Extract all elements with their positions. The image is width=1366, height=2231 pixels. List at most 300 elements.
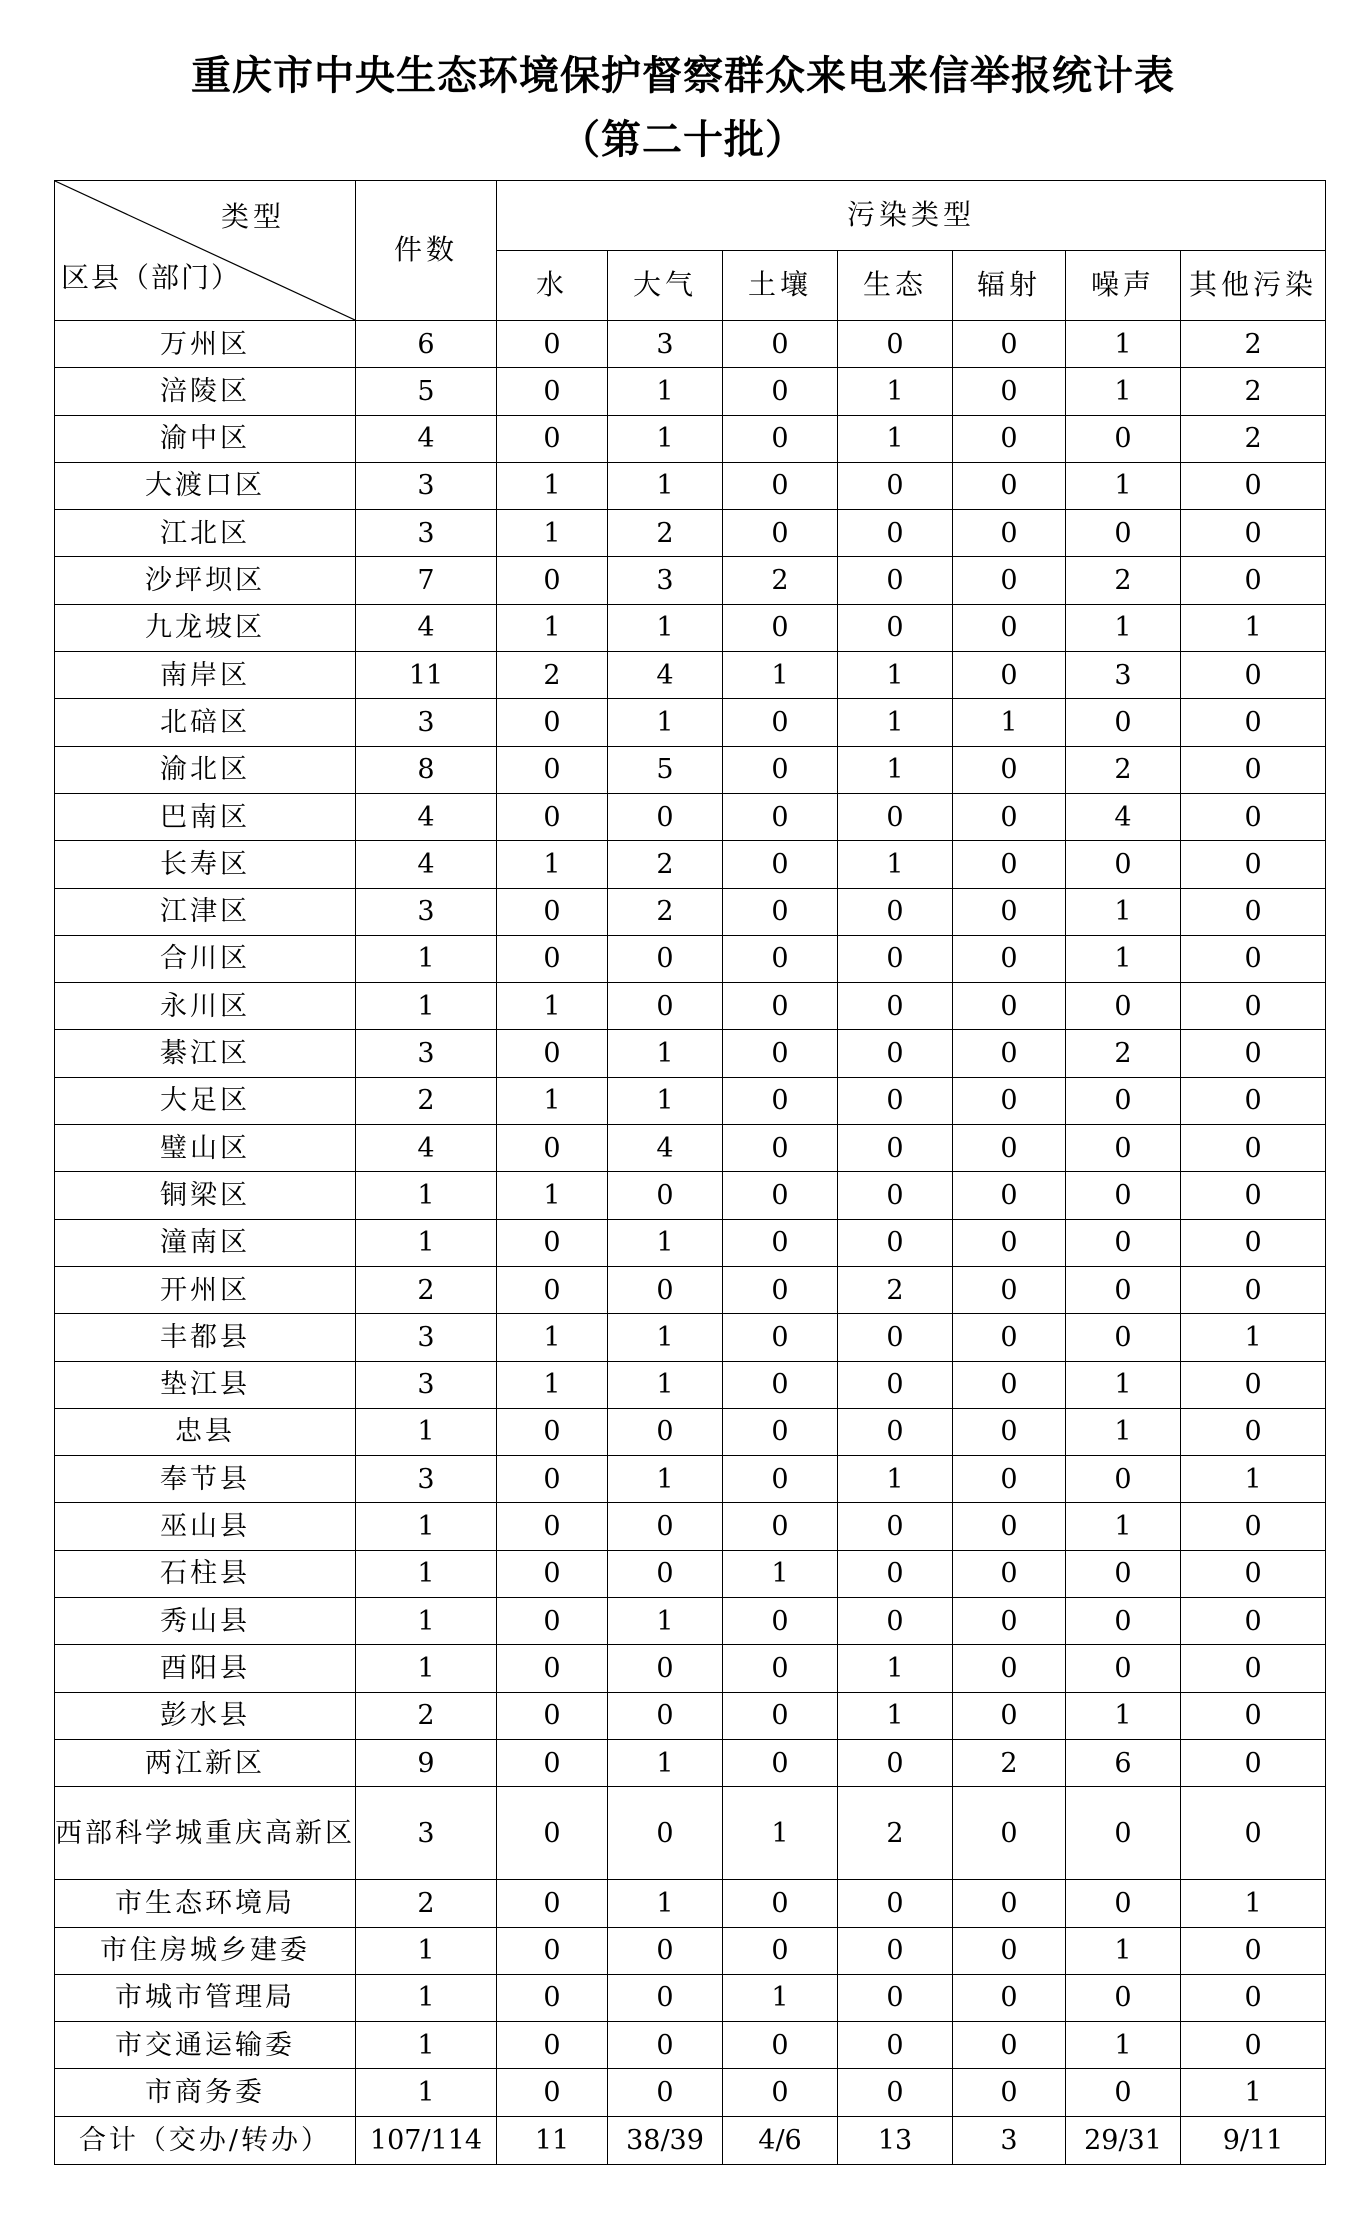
radiation-cell: 0 (953, 368, 1066, 415)
radiation-cell: 0 (953, 415, 1066, 462)
air-cell: 0 (608, 1645, 723, 1692)
noise-cell: 0 (1066, 1266, 1181, 1313)
water-cell: 0 (497, 1739, 608, 1786)
count-cell: 4 (356, 415, 497, 462)
other-pollution-cell: 0 (1181, 1266, 1326, 1313)
air-cell: 38/39 (608, 2116, 723, 2164)
other-pollution-cell: 2 (1181, 415, 1326, 462)
water-cell: 0 (497, 888, 608, 935)
other-pollution-cell: 0 (1181, 1125, 1326, 1172)
count-cell: 3 (356, 462, 497, 509)
radiation-cell: 0 (953, 746, 1066, 793)
noise-cell: 1 (1066, 935, 1181, 982)
ecology-cell: 0 (838, 1739, 953, 1786)
table-row (55, 2022, 1326, 2069)
ecology-cell: 0 (838, 1880, 953, 1927)
table-row (55, 1456, 1326, 1503)
radiation-cell: 0 (953, 1503, 1066, 1550)
count-cell: 6 (356, 321, 497, 368)
district-name-cell: 大渡口区 (55, 462, 356, 509)
noise-cell: 1 (1066, 1361, 1181, 1408)
other-pollution-cell: 1 (1181, 1314, 1326, 1361)
table-row (55, 699, 1326, 746)
noise-cell: 1 (1066, 1927, 1181, 1974)
water-cell: 1 (497, 1077, 608, 1124)
water-cell: 0 (497, 2022, 608, 2069)
radiation-cell: 0 (953, 652, 1066, 699)
district-name-cell: 綦江区 (55, 1030, 356, 1077)
count-cell: 1 (356, 1408, 497, 1455)
district-name-cell: 九龙坡区 (55, 604, 356, 651)
noise-cell: 0 (1066, 1219, 1181, 1266)
district-name-cell: 大足区 (55, 1077, 356, 1124)
air-cell: 2 (608, 841, 723, 888)
page-subtitle: （第二十批） (560, 116, 806, 163)
air-cell: 0 (608, 1692, 723, 1739)
header-row-top (55, 181, 1326, 251)
air-cell: 1 (608, 699, 723, 746)
count-cell: 4 (356, 1125, 497, 1172)
soil-cell: 0 (723, 1314, 838, 1361)
radiation-cell: 0 (953, 604, 1066, 651)
ecology-cell: 0 (838, 1172, 953, 1219)
ecology-cell: 0 (838, 1361, 953, 1408)
water-cell: 0 (497, 793, 608, 840)
radiation-cell: 0 (953, 1974, 1066, 2021)
air-cell: 1 (608, 1880, 723, 1927)
count-cell: 9 (356, 1739, 497, 1786)
district-name-cell: 沙坪坝区 (55, 557, 356, 604)
other-pollution-cell: 0 (1181, 746, 1326, 793)
radiation-cell: 3 (953, 2116, 1066, 2164)
table-row (55, 652, 1326, 699)
water-cell: 0 (497, 1550, 608, 1597)
water-cell: 1 (497, 510, 608, 557)
noise-cell: 1 (1066, 2022, 1181, 2069)
water-cell: 0 (497, 1645, 608, 1692)
district-name-cell: 渝北区 (55, 746, 356, 793)
noise-cell: 0 (1066, 415, 1181, 462)
radiation-cell: 0 (953, 841, 1066, 888)
district-name-cell: 潼南区 (55, 1219, 356, 1266)
diagonal-line (55, 181, 355, 320)
noise-cell: 1 (1066, 368, 1181, 415)
soil-cell: 0 (723, 1172, 838, 1219)
count-cell: 8 (356, 746, 497, 793)
district-name-cell: 涪陵区 (55, 368, 356, 415)
table-row (55, 604, 1326, 651)
ecology-cell: 13 (838, 2116, 953, 2164)
soil-cell: 0 (723, 1456, 838, 1503)
water-cell: 1 (497, 1361, 608, 1408)
count-cell: 4 (356, 604, 497, 651)
air-cell: 1 (608, 1361, 723, 1408)
soil-cell: 0 (723, 983, 838, 1030)
soil-cell: 0 (723, 1266, 838, 1313)
table-row (55, 1219, 1326, 1266)
ecology-cell: 0 (838, 1030, 953, 1077)
count-cell: 4 (356, 793, 497, 840)
soil-cell: 0 (723, 1125, 838, 1172)
other-pollution-cell: 0 (1181, 983, 1326, 1030)
table-row (55, 1125, 1326, 1172)
count-cell: 3 (356, 699, 497, 746)
radiation-cell: 1 (953, 699, 1066, 746)
total-label-cell: 合计（交办/转办） (55, 2116, 356, 2164)
noise-cell: 0 (1066, 1974, 1181, 2021)
noise-cell: 0 (1066, 699, 1181, 746)
radiation-cell: 0 (953, 888, 1066, 935)
district-name-cell: 江北区 (55, 510, 356, 557)
count-cell: 3 (356, 1456, 497, 1503)
water-cell: 0 (497, 1219, 608, 1266)
radiation-cell: 0 (953, 1692, 1066, 1739)
radiation-cell: 0 (953, 793, 1066, 840)
noise-cell: 1 (1066, 321, 1181, 368)
district-name-cell: 酉阳县 (55, 1645, 356, 1692)
district-name-cell: 市生态环境局 (55, 1880, 356, 1927)
count-cell: 1 (356, 1974, 497, 2021)
soil-cell: 1 (723, 652, 838, 699)
count-cell: 1 (356, 983, 497, 1030)
noise-cell: 0 (1066, 1645, 1181, 1692)
district-name-cell: 奉节县 (55, 1456, 356, 1503)
other-pollution-cell: 0 (1181, 510, 1326, 557)
air-cell: 1 (608, 1030, 723, 1077)
radiation-cell: 2 (953, 1739, 1066, 1786)
ecology-cell: 0 (838, 793, 953, 840)
radiation-cell: 0 (953, 1787, 1066, 1880)
count-cell: 2 (356, 1266, 497, 1313)
noise-cell: 1 (1066, 1692, 1181, 1739)
count-cell: 1 (356, 2069, 497, 2116)
count-cell: 3 (356, 888, 497, 935)
soil-cell: 1 (723, 1550, 838, 1597)
noise-cell: 6 (1066, 1739, 1181, 1786)
soil-cell: 0 (723, 1408, 838, 1455)
water-cell: 0 (497, 935, 608, 982)
count-cell: 1 (356, 2022, 497, 2069)
radiation-cell: 0 (953, 1927, 1066, 1974)
other-pollution-cell: 0 (1181, 1030, 1326, 1077)
soil-cell: 0 (723, 2069, 838, 2116)
water-cell: 0 (497, 1927, 608, 1974)
water-cell: 0 (497, 699, 608, 746)
corner-header-cell (55, 181, 356, 321)
radiation-cell: 0 (953, 1219, 1066, 1266)
table-row (55, 321, 1326, 368)
other-pollution-cell: 9/11 (1181, 2116, 1326, 2164)
soil-cell: 0 (723, 1361, 838, 1408)
noise-cell: 3 (1066, 652, 1181, 699)
water-cell: 0 (497, 746, 608, 793)
ecology-cell: 1 (838, 699, 953, 746)
soil-cell: 0 (723, 1645, 838, 1692)
table-row (55, 888, 1326, 935)
table-row (55, 1361, 1326, 1408)
air-cell: 1 (608, 1219, 723, 1266)
count-cell: 11 (356, 652, 497, 699)
noise-cell: 1 (1066, 888, 1181, 935)
district-name-cell: 万州区 (55, 321, 356, 368)
water-cell: 0 (497, 1456, 608, 1503)
soil-cell: 0 (723, 793, 838, 840)
air-cell: 0 (608, 1172, 723, 1219)
air-cell: 0 (608, 793, 723, 840)
soil-cell: 0 (723, 746, 838, 793)
other-pollution-cell: 0 (1181, 841, 1326, 888)
radiation-cell: 0 (953, 510, 1066, 557)
statistics-table (54, 180, 1326, 2165)
other-pollution-cell: 1 (1181, 1456, 1326, 1503)
ecology-cell: 2 (838, 1787, 953, 1880)
soil-cell: 0 (723, 1077, 838, 1124)
district-name-cell: 北碚区 (55, 699, 356, 746)
water-cell: 0 (497, 1030, 608, 1077)
count-cell: 1 (356, 1172, 497, 1219)
count-cell: 107/114 (356, 2116, 497, 2164)
noise-cell: 0 (1066, 1172, 1181, 1219)
soil-cell: 2 (723, 557, 838, 604)
water-cell: 1 (497, 1172, 608, 1219)
noise-cell: 0 (1066, 1598, 1181, 1645)
noise-cell: 0 (1066, 1550, 1181, 1597)
noise-cell: 1 (1066, 1503, 1181, 1550)
soil-cell: 0 (723, 1739, 838, 1786)
table-row (55, 935, 1326, 982)
other-pollution-cell: 1 (1181, 604, 1326, 651)
ecology-cell: 0 (838, 604, 953, 651)
district-name-cell: 秀山县 (55, 1598, 356, 1645)
water-cell: 0 (497, 2069, 608, 2116)
air-cell: 3 (608, 321, 723, 368)
count-cell: 5 (356, 368, 497, 415)
other-pollution-cell: 0 (1181, 1974, 1326, 2021)
water-cell: 1 (497, 841, 608, 888)
water-cell: 0 (497, 1125, 608, 1172)
ecology-cell: 0 (838, 888, 953, 935)
table-row (55, 415, 1326, 462)
count-cell: 1 (356, 1503, 497, 1550)
ecology-cell: 0 (838, 510, 953, 557)
noise-cell: 1 (1066, 462, 1181, 509)
water-cell: 0 (497, 1598, 608, 1645)
pollution-type-group-header: 污染类型 (497, 181, 1326, 251)
soil-cell: 0 (723, 1692, 838, 1739)
soil-cell: 0 (723, 699, 838, 746)
ecology-header: 生态 (838, 251, 953, 321)
air-cell: 1 (608, 462, 723, 509)
table-row (55, 1598, 1326, 1645)
radiation-cell: 0 (953, 1456, 1066, 1503)
noise-cell: 0 (1066, 1787, 1181, 1880)
other-pollution-cell: 0 (1181, 1787, 1326, 1880)
ecology-cell: 0 (838, 1125, 953, 1172)
water-cell: 2 (497, 652, 608, 699)
water-cell: 0 (497, 321, 608, 368)
table-row (55, 1692, 1326, 1739)
ecology-cell: 0 (838, 1974, 953, 2021)
count-cell: 1 (356, 1598, 497, 1645)
air-cell: 1 (608, 1456, 723, 1503)
ecology-cell: 0 (838, 321, 953, 368)
soil-cell: 0 (723, 368, 838, 415)
ecology-cell: 1 (838, 652, 953, 699)
ecology-cell: 0 (838, 1408, 953, 1455)
water-cell: 0 (497, 1266, 608, 1313)
other-pollution-cell: 0 (1181, 1361, 1326, 1408)
air-cell: 0 (608, 1408, 723, 1455)
water-cell: 11 (497, 2116, 608, 2164)
noise-cell: 0 (1066, 1125, 1181, 1172)
table-row (55, 1974, 1326, 2021)
noise-cell: 0 (1066, 1077, 1181, 1124)
noise-cell: 29/31 (1066, 2116, 1181, 2164)
count-cell: 2 (356, 1880, 497, 1927)
air-cell: 0 (608, 935, 723, 982)
soil-cell: 0 (723, 1503, 838, 1550)
count-cell: 2 (356, 1077, 497, 1124)
other-pollution-cell: 0 (1181, 1598, 1326, 1645)
radiation-cell: 0 (953, 1266, 1066, 1313)
water-cell: 0 (497, 1787, 608, 1880)
other-pollution-cell: 0 (1181, 1692, 1326, 1739)
district-name-cell: 西部科学城重庆高新区 (55, 1787, 356, 1880)
count-cell: 1 (356, 1550, 497, 1597)
district-name-cell: 市交通运输委 (55, 2022, 356, 2069)
ecology-cell: 0 (838, 1598, 953, 1645)
air-cell: 0 (608, 1266, 723, 1313)
count-cell: 3 (356, 510, 497, 557)
district-name-cell: 市商务委 (55, 2069, 356, 2116)
corner-district-label: 区县（部门） (61, 260, 242, 294)
total-row (55, 2116, 1326, 2164)
ecology-cell: 1 (838, 746, 953, 793)
soil-cell: 0 (723, 415, 838, 462)
other-pollution-cell: 0 (1181, 1550, 1326, 1597)
ecology-cell: 0 (838, 462, 953, 509)
air-cell: 0 (608, 2022, 723, 2069)
soil-cell: 1 (723, 1974, 838, 2021)
noise-cell: 2 (1066, 557, 1181, 604)
table-row (55, 1787, 1326, 1880)
other-pollution-cell: 0 (1181, 2022, 1326, 2069)
water-cell: 0 (497, 1880, 608, 1927)
other-pollution-cell: 1 (1181, 1880, 1326, 1927)
radiation-cell: 0 (953, 2069, 1066, 2116)
other-pollution-cell: 0 (1181, 462, 1326, 509)
air-cell: 1 (608, 1077, 723, 1124)
district-name-cell: 忠县 (55, 1408, 356, 1455)
water-cell: 0 (497, 1974, 608, 2021)
ecology-cell: 1 (838, 841, 953, 888)
district-name-cell: 南岸区 (55, 652, 356, 699)
page-title: 重庆市中央生态环境保护督察群众来电来信举报统计表 (191, 52, 1175, 99)
air-cell: 5 (608, 746, 723, 793)
other-pollution-cell: 2 (1181, 368, 1326, 415)
table-row (55, 1408, 1326, 1455)
soil-cell: 0 (723, 888, 838, 935)
table-row (55, 1503, 1326, 1550)
table-row (55, 557, 1326, 604)
district-name-cell: 巴南区 (55, 793, 356, 840)
water-cell: 0 (497, 1408, 608, 1455)
water-cell: 1 (497, 604, 608, 651)
radiation-cell: 0 (953, 1408, 1066, 1455)
radiation-cell: 0 (953, 462, 1066, 509)
water-header: 水 (497, 251, 608, 321)
air-cell: 0 (608, 1927, 723, 1974)
other-pollution-header: 其他污染 (1181, 251, 1326, 321)
radiation-cell: 0 (953, 1880, 1066, 1927)
table-row (55, 1266, 1326, 1313)
soil-cell: 0 (723, 1030, 838, 1077)
table-row (55, 1077, 1326, 1124)
count-header: 件数 (356, 181, 497, 321)
radiation-header: 辐射 (953, 251, 1066, 321)
count-cell: 2 (356, 1692, 497, 1739)
radiation-cell: 0 (953, 1314, 1066, 1361)
other-pollution-cell: 0 (1181, 699, 1326, 746)
table-row (55, 1314, 1326, 1361)
district-name-cell: 渝中区 (55, 415, 356, 462)
radiation-cell: 0 (953, 983, 1066, 1030)
table-row (55, 793, 1326, 840)
noise-cell: 0 (1066, 1880, 1181, 1927)
count-cell: 3 (356, 1787, 497, 1880)
district-name-cell: 石柱县 (55, 1550, 356, 1597)
other-pollution-cell: 0 (1181, 652, 1326, 699)
air-cell: 2 (608, 510, 723, 557)
soil-cell: 1 (723, 1787, 838, 1880)
table-row (55, 1172, 1326, 1219)
air-cell: 1 (608, 1598, 723, 1645)
other-pollution-cell: 0 (1181, 1739, 1326, 1786)
corner-type-label: 类型 (220, 200, 285, 233)
ecology-cell: 1 (838, 368, 953, 415)
radiation-cell: 0 (953, 1172, 1066, 1219)
soil-header: 土壤 (723, 251, 838, 321)
ecology-cell: 0 (838, 1503, 953, 1550)
other-pollution-cell: 0 (1181, 1172, 1326, 1219)
ecology-cell: 1 (838, 1692, 953, 1739)
table-row (55, 746, 1326, 793)
district-name-cell: 江津区 (55, 888, 356, 935)
district-name-cell: 两江新区 (55, 1739, 356, 1786)
air-cell: 3 (608, 557, 723, 604)
air-cell: 2 (608, 888, 723, 935)
soil-cell: 4/6 (723, 2116, 838, 2164)
ecology-cell: 0 (838, 1550, 953, 1597)
ecology-cell: 2 (838, 1266, 953, 1313)
ecology-cell: 1 (838, 1456, 953, 1503)
radiation-cell: 0 (953, 1077, 1066, 1124)
district-name-cell: 市住房城乡建委 (55, 1927, 356, 1974)
table-row (55, 2069, 1326, 2116)
air-cell: 1 (608, 1314, 723, 1361)
soil-cell: 0 (723, 510, 838, 557)
air-cell: 0 (608, 1550, 723, 1597)
radiation-cell: 0 (953, 321, 1066, 368)
table-row (55, 368, 1326, 415)
soil-cell: 0 (723, 1598, 838, 1645)
count-cell: 4 (356, 841, 497, 888)
district-name-cell: 合川区 (55, 935, 356, 982)
water-cell: 0 (497, 1692, 608, 1739)
district-name-cell: 长寿区 (55, 841, 356, 888)
district-name-cell: 彭水县 (55, 1692, 356, 1739)
soil-cell: 0 (723, 462, 838, 509)
